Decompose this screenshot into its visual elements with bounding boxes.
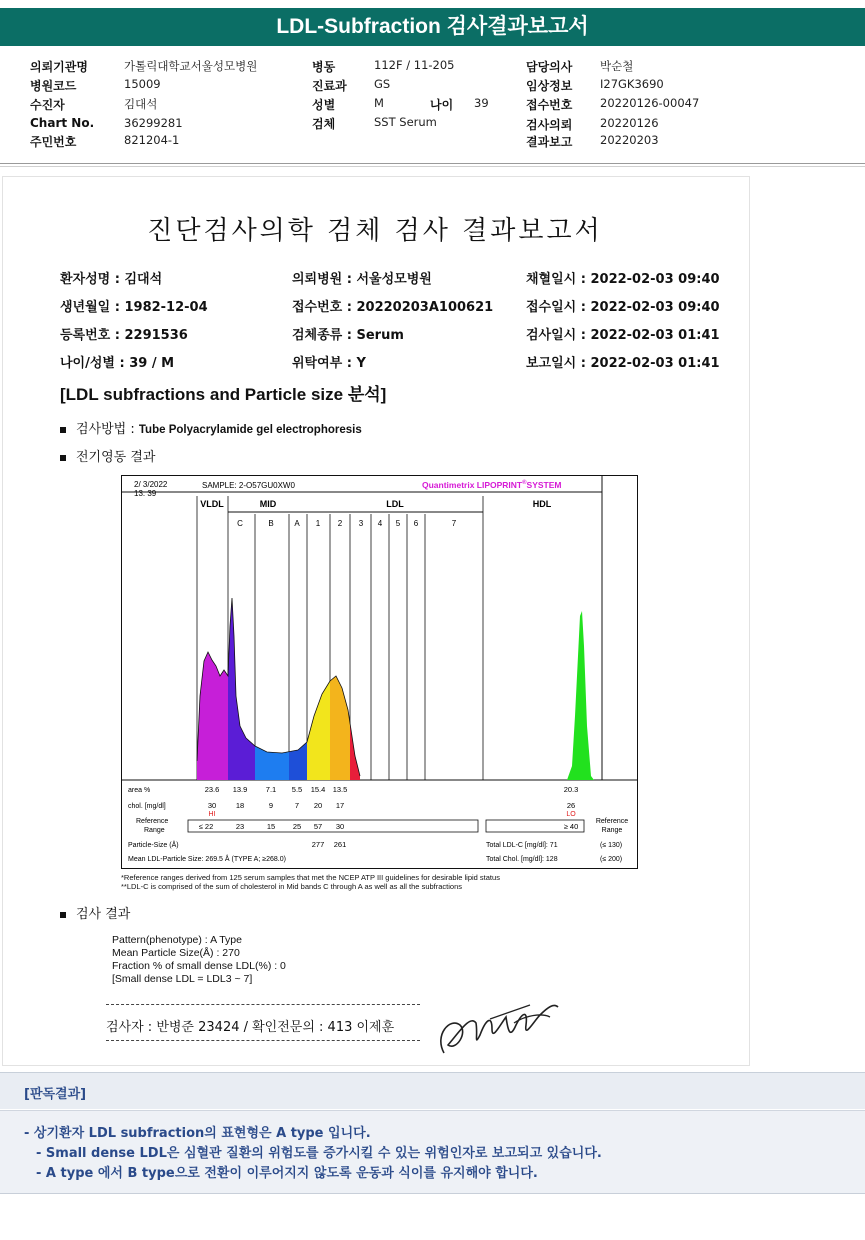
hdr-value: 821204-1 [124, 133, 180, 147]
method-value: Tube Polyacrylamide gel electrophoresis [138, 424, 362, 436]
area-value: 20.3 [563, 785, 579, 794]
band-label: 5 [395, 519, 401, 528]
hdr-value: 36299281 [124, 116, 183, 130]
total-chol: Total Chol. [mg/dl]: 128 [486, 856, 558, 863]
patient-info: 의뢰병원 : 서울성모병원 [292, 272, 432, 287]
total-chol-ref: (≤ 200) [600, 856, 623, 863]
group-vldl: VLDL [200, 499, 224, 509]
result-label: 검사 결과 [76, 907, 131, 922]
ref-value: 15 [266, 822, 276, 831]
hdr-value: M [374, 96, 384, 110]
chol-value: 26 [566, 801, 576, 810]
chol-value: 9 [268, 801, 274, 810]
area-value: 23.6 [204, 785, 220, 794]
hdr-value: 39 [474, 96, 489, 110]
patient-info: 나이/성별 : 39 / M [60, 356, 175, 371]
area-value: 13.5 [332, 785, 348, 794]
hdr-value: 김대석 [124, 97, 158, 111]
hdr-value: 20220203 [600, 133, 659, 147]
band-label: 4 [377, 519, 383, 528]
footnote: *Reference ranges derived from 125 serum samples that met the NCEP ATP III guidelines for desirable lipid status [121, 873, 500, 882]
report-title: LDL-Subfraction 검사결과보고서 [276, 15, 589, 38]
row-label-reference: Reference [136, 818, 169, 825]
chart-sample: SAMPLE: 2-O57GU0XW0 [202, 481, 295, 490]
chart-svg [122, 476, 637, 868]
ref-value: 30 [335, 822, 345, 831]
ref-value: 23 [235, 822, 245, 831]
result-line: Fraction % of small dense LDL(%) : 0 [112, 960, 286, 972]
hdr-label: 주민번호 [30, 135, 77, 149]
trace-ldl-2 [330, 676, 350, 780]
area-value: 13.9 [232, 785, 248, 794]
band-label: C [237, 519, 243, 528]
report-title-bar [0, 8, 865, 46]
chol-value: 17 [335, 801, 345, 810]
patient-info: 검체종류 : Serum [292, 328, 404, 343]
hdr-value: 박순철 [600, 59, 634, 73]
hdr-value: 가톨릭대학교서울성모병원 [124, 59, 258, 73]
area-value: 15.4 [310, 785, 326, 794]
chart-brand [422, 479, 562, 490]
hdr-label: 진료과 [312, 79, 347, 93]
signature-line: 검사자 : 반병준 23424 / 확인전문의 : 413 이제훈 [106, 1020, 395, 1035]
flag-hi: HI [208, 811, 216, 818]
section-title: [LDL subfractions and Particle size 분석] [60, 385, 387, 404]
electro-label: 전기영동 결과 [76, 450, 156, 465]
hdr-label: 검사의뢰 [526, 118, 573, 132]
footnote: **LDL-C is comprised of the sum of cholesterol in Mid bands C through A as well as all the subfractions [121, 882, 463, 891]
chol-values [208, 801, 575, 810]
group-ldl: LDL [386, 499, 404, 509]
patient-info: 접수번호 : 20220203A100621 [292, 300, 494, 315]
group-hdl: HDL [532, 499, 552, 509]
brand-system: SYSTEM [526, 480, 562, 490]
chol-value: 30 [207, 801, 217, 810]
trace-mid-c [228, 598, 255, 780]
patient-info: 생년월일 : 1982-12-04 [60, 300, 208, 315]
hdr-label: 접수번호 [526, 98, 573, 112]
patient-info: 환자성명 : 김대석 [60, 272, 163, 287]
ref-value: ≤ 22 [198, 822, 214, 831]
patient-info: 채혈일시 : 2022-02-03 09:40 [526, 272, 720, 287]
trace-hdl [567, 611, 594, 780]
result-line: Mean Particle Size(Å) : 270 [112, 947, 240, 959]
hdr-label: 임상정보 [526, 79, 573, 93]
chol-value: 20 [313, 801, 323, 810]
hdr-label: 결과보고 [526, 135, 573, 149]
brand-reg: ® [522, 480, 527, 486]
hdr-label: Chart No. [30, 116, 95, 130]
hdr-label: 병원코드 [30, 79, 77, 93]
band-label: 7 [451, 519, 457, 528]
handwritten-signature [430, 995, 570, 1065]
result-line: [Small dense LDL = LDL3 ~ 7] [112, 973, 253, 985]
trace-mid-a [289, 742, 307, 780]
chart-date: 2/ 3/2022 [134, 480, 168, 489]
row-label-range: Range [144, 827, 165, 834]
hdr-value: SST Serum [374, 115, 437, 129]
patient-info: 접수일시 : 2022-02-03 09:40 [526, 300, 720, 315]
chol-value: 18 [235, 801, 245, 810]
mean-size: Mean LDL-Particle Size: 269.5 Å (TYPE A; ≥268.0) [128, 856, 286, 863]
judgement-header [0, 1072, 865, 1109]
judgement-line: - Small dense LDL은 심혈관 질환의 위험도를 증가시킬 수 있는 위험인자로 보고되고 있습니다. [36, 1146, 602, 1161]
header-divider [0, 166, 865, 167]
total-ldl: Total LDL-C [mg/dl]: 71 [486, 842, 558, 849]
hdr-label: 나이 [430, 98, 454, 112]
chart-time: 13: 39 [134, 489, 157, 498]
brand-text: Quantimetrix LIPOPRINT [422, 480, 523, 490]
chol-value: 7 [294, 801, 300, 810]
ref-label-right: Reference [595, 818, 629, 825]
hdr-value: I27GK3690 [600, 77, 664, 91]
particle-size-value: 277 [311, 840, 325, 849]
patient-info: 검사일시 : 2022-02-03 01:41 [526, 328, 720, 343]
ref-value: 57 [313, 822, 323, 831]
hdl-ref-value: ≥ 40 [563, 822, 579, 831]
hdr-label: 수진자 [30, 98, 65, 112]
flag-lo: LO [566, 811, 576, 818]
patient-info: 등록번호 : 2291536 [60, 328, 188, 343]
total-ldl-ref: (≤ 130) [600, 842, 623, 849]
method-row [60, 418, 362, 437]
hdr-label: 검체 [312, 117, 336, 131]
result-row [60, 903, 130, 922]
electrophoresis-chart [121, 475, 638, 869]
hdr-value: 112F / 11-205 [374, 58, 455, 72]
hdr-label: 의뢰기관명 [30, 60, 88, 74]
header-divider [0, 163, 865, 164]
patient-info: 위탁여부 : Y [292, 356, 366, 371]
band-label: 6 [413, 519, 419, 528]
ref-value: 25 [292, 822, 302, 831]
patient-info: 보고일시 : 2022-02-03 01:41 [526, 356, 720, 371]
hdr-label: 담당의사 [526, 60, 573, 74]
bullet-icon [60, 912, 66, 918]
ref-range-box [188, 820, 478, 832]
dashed-rule [106, 1040, 420, 1041]
band-label: B [268, 519, 274, 528]
group-mid: MID [259, 499, 277, 509]
bullet-icon [60, 455, 66, 461]
hdr-value: 20220126-00047 [600, 96, 700, 110]
hdr-label: 병동 [312, 60, 336, 74]
electro-row [60, 446, 155, 465]
area-value: 7.1 [265, 785, 277, 794]
judgement-line: - A type 에서 B type으로 전환이 이루어지지 않도록 운동과 식이를 유지해야 합니다. [36, 1166, 538, 1181]
area-value: 5.5 [291, 785, 303, 794]
row-label-area: area % [128, 787, 151, 794]
trace-mid-b [255, 746, 289, 780]
paper-title: 진단검사의학 검체 검사 결과보고서 [147, 216, 603, 246]
judgement-line: - 상기환자 LDL subfraction의 표현형은 A type 입니다. [24, 1126, 371, 1141]
row-label-chol: chol. [mg/dl] [128, 803, 166, 810]
range-label-right: Range [601, 827, 623, 834]
hdr-value: GS [374, 77, 391, 91]
area-values [205, 785, 579, 794]
particle-size-label: Particle-Size (Å) [128, 842, 179, 849]
ref-values [199, 822, 579, 831]
method-label: 검사방법 : [76, 422, 139, 437]
band-label: A [294, 519, 300, 528]
result-line: Pattern(phenotype) : A Type [112, 934, 242, 946]
particle-size-value: 261 [333, 840, 347, 849]
hdr-value: 20220126 [600, 116, 659, 130]
bullet-icon [60, 427, 66, 433]
band-label: 1 [315, 519, 321, 528]
judgement-title: [판독결과] [24, 1087, 87, 1102]
band-label: 3 [358, 519, 364, 528]
hdr-value: 15009 [124, 77, 161, 91]
band-label: 2 [337, 519, 343, 528]
dashed-rule [106, 1004, 420, 1005]
hdr-label: 성별 [312, 98, 336, 112]
